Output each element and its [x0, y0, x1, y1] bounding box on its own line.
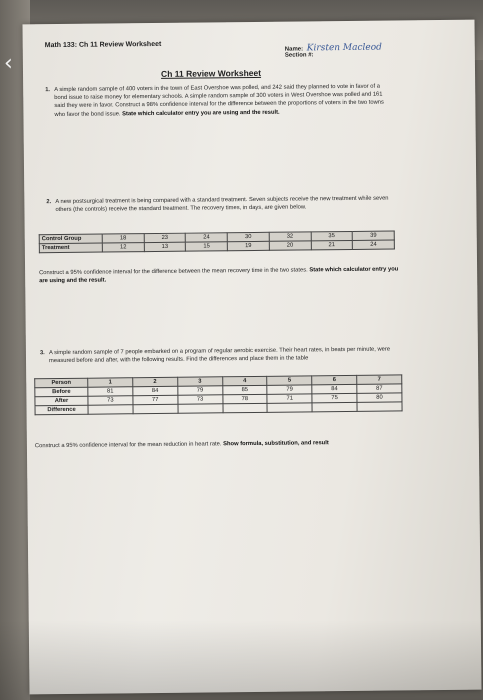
question-text: A simple random sample of 400 voters in the town of East Overshoe was polled, and 242 said they planned to vote in favor of a bond issue to raise money for elementary schools. A simple random sample of 300 voters in West Overshoe was polled and 161 said they were in favor. Construct a 98% confidence interval for the difference between the proportions of voters in the two towns who favor the bond issue.	[54, 83, 384, 118]
table-cell: 21	[311, 240, 353, 249]
row-label: Difference	[35, 405, 88, 415]
table-cell: 24	[353, 240, 395, 249]
table-cell: 3	[177, 377, 222, 386]
table-cell: 84	[133, 386, 178, 395]
table-cell: 35	[311, 231, 353, 240]
table-cell: 20	[269, 241, 311, 250]
table-cell: 19	[227, 241, 269, 250]
table-cell	[267, 403, 312, 412]
worksheet-title: Ch 11 Review Worksheet	[160, 67, 262, 79]
table-cell: 12	[102, 243, 144, 252]
table-cell	[357, 402, 402, 411]
table-cell: 7	[357, 375, 402, 384]
worksheet-page	[23, 20, 482, 695]
row-label: After	[35, 396, 88, 406]
table-cell: 6	[312, 375, 357, 384]
table-cell	[88, 405, 133, 414]
question-2-instruction	[39, 265, 399, 285]
table-cell: 4	[222, 376, 267, 385]
table-cell: 84	[312, 384, 357, 393]
handwritten-name: Kirsten Macleod	[306, 42, 382, 54]
table-cell: 81	[88, 387, 133, 396]
table-cell: 23	[144, 233, 186, 242]
question-3-instruction	[35, 439, 365, 451]
heart-rate-table	[34, 374, 402, 415]
question-text: A simple random sample of 7 people embarked on a program of regular aerobic exercise. Their heart rates, in beats per minute, were measured before and after, with the following results. Find the differences and place them in the table	[48, 346, 391, 365]
table-cell: 79	[267, 385, 312, 394]
table-cell: 1	[88, 378, 133, 387]
course-title: Math 133: Ch 11 Review Worksheet	[44, 40, 162, 50]
row-label: Before	[35, 387, 88, 397]
table-cell	[178, 404, 223, 413]
table-cell: 5	[267, 376, 312, 385]
question-number: 2.	[46, 199, 52, 206]
table-cell	[133, 404, 178, 413]
row-label: Treatment	[39, 243, 102, 253]
instruction-text: Construct a 95% confidence interval for the mean reduction in heart rate.	[34, 441, 222, 450]
table-cell: 39	[352, 231, 394, 240]
table-cell: 32	[269, 232, 311, 241]
table-cell: 2	[133, 377, 178, 386]
instruction-bold: State which calculator entry you are using and the result.	[39, 266, 399, 285]
name-label: Name:	[284, 46, 304, 53]
table-cell: 85	[222, 385, 267, 394]
table-cell: 80	[357, 393, 402, 402]
question-1	[45, 83, 390, 119]
question-2	[46, 194, 401, 214]
row-label: Person	[35, 378, 88, 388]
table-cell: 13	[144, 242, 186, 251]
question-number: 1.	[45, 87, 51, 94]
section-label: Section #:	[284, 52, 314, 59]
question-text: A new postsurgical treatment is being compared with a standard treatment. Seven subjects receive the new treatment while seven others (the controls) receive the standard treatment. The recovery times, in days, are given below.	[55, 195, 389, 214]
table-cell: 71	[267, 394, 312, 403]
table-cell: 79	[177, 386, 222, 395]
question-number: 3.	[39, 350, 45, 357]
question-3	[40, 345, 400, 365]
table-cell: 77	[133, 395, 178, 404]
table-cell: 73	[88, 396, 133, 405]
row-label: Control Group	[39, 234, 102, 244]
table-cell: 18	[102, 234, 144, 243]
table-cell	[223, 403, 268, 412]
table-cell: 78	[222, 394, 267, 403]
table-cell: 73	[178, 395, 223, 404]
table-cell: 24	[186, 233, 228, 242]
table-cell	[312, 402, 357, 411]
chevron-left-icon[interactable]: ‹	[4, 51, 13, 76]
question-instruction: State which calculator entry you are using and the result.	[122, 109, 280, 117]
table-cell: 30	[227, 232, 269, 241]
instruction-text: Construct a 95% confidence interval for the difference between the mean recovery time in the two states.	[39, 267, 308, 277]
table-cell: 15	[186, 242, 228, 251]
name-block	[285, 43, 382, 62]
instruction-bold: Show formula, substitution, and result	[223, 440, 329, 448]
table-cell: 75	[312, 393, 357, 402]
table-cell: 87	[357, 384, 402, 393]
recovery-times-table	[39, 230, 395, 253]
